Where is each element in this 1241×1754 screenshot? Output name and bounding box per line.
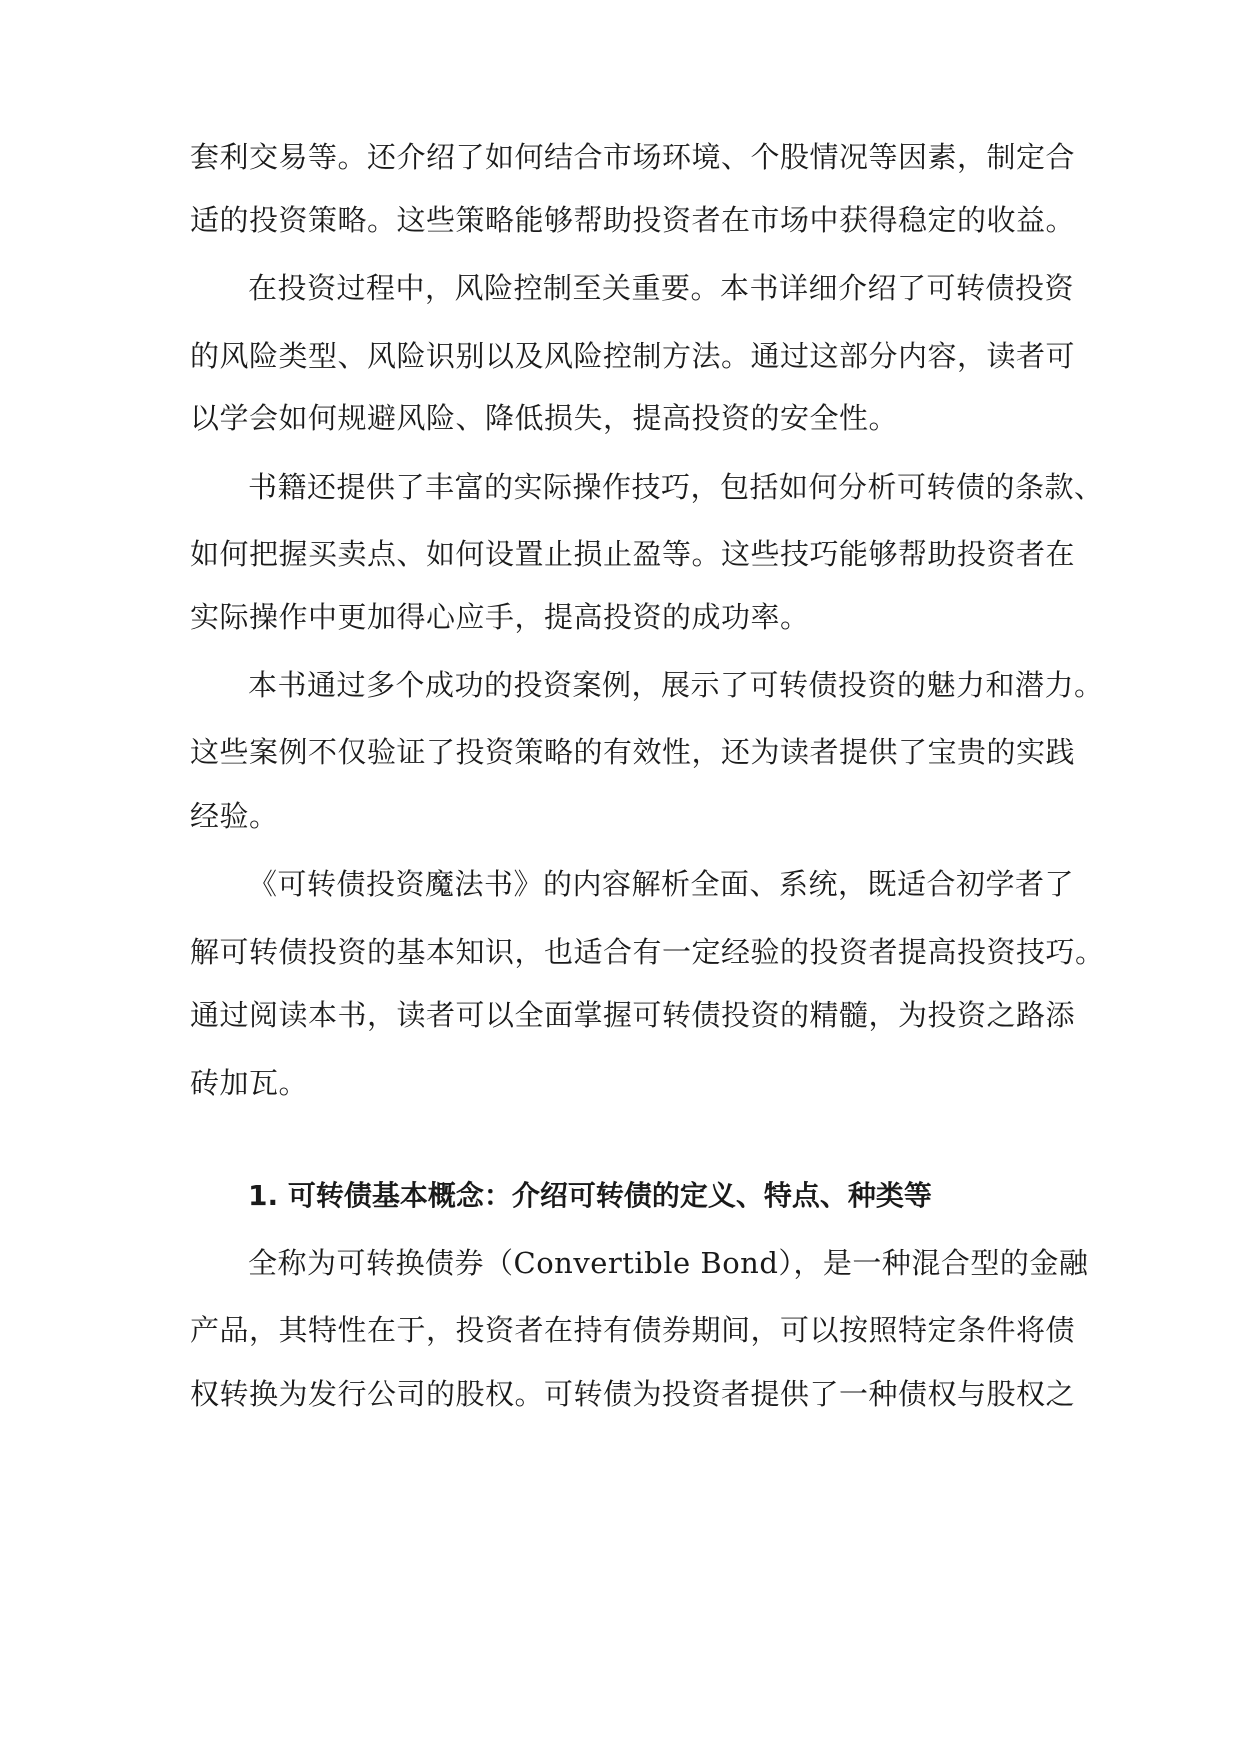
paragraph-line: 全称为可转换债券（Convertible Bond），是一种混合型的金融 bbox=[248, 1246, 1089, 1280]
paragraph-line: 套利交易等。还介绍了如何结合市场环境、个股情况等因素，制定合 bbox=[190, 140, 1076, 174]
paragraph-line: 解可转债投资的基本知识，也适合有一定经验的投资者提高投资技巧。 bbox=[190, 935, 1105, 969]
paragraph-line: 以学会如何规避风险、降低损失，提高投资的安全性。 bbox=[190, 401, 899, 435]
paragraph-line: 《可转债投资魔法书》的内容解析全面、系统，既适合初学者了 bbox=[248, 867, 1075, 901]
paragraph-line: 砖加瓦。 bbox=[190, 1066, 309, 1100]
paragraph-line: 书籍还提供了丰富的实际操作技巧，包括如何分析可转债的条款、 bbox=[248, 470, 1104, 504]
paragraph-line: 本书通过多个成功的投资案例，展示了可转债投资的魅力和潜力。 bbox=[248, 668, 1104, 702]
paragraph-line: 权转换为发行公司的股权。可转债为投资者提供了一种债权与股权之 bbox=[190, 1377, 1076, 1411]
paragraph-line: 这些案例不仅验证了投资策略的有效性，还为读者提供了宝贵的实践 bbox=[190, 735, 1076, 769]
paragraph-line: 产品，其特性在于，投资者在持有债券期间，可以按照特定条件将债 bbox=[190, 1313, 1076, 1347]
paragraph-line: 经验。 bbox=[190, 799, 279, 833]
paragraph-line: 在投资过程中，风险控制至关重要。本书详细介绍了可转债投资 bbox=[248, 271, 1075, 305]
paragraph-line: 通过阅读本书，读者可以全面掌握可转债投资的精髓，为投资之路添 bbox=[190, 998, 1076, 1032]
section-heading: 1. 可转债基本概念：介绍可转债的定义、特点、种类等 bbox=[248, 1179, 932, 1212]
paragraph-line: 的风险类型、风险识别以及风险控制方法。通过这部分内容，读者可 bbox=[190, 339, 1076, 373]
paragraph-line: 适的投资策略。这些策略能够帮助投资者在市场中获得稳定的收益。 bbox=[190, 203, 1076, 237]
paragraph-line: 如何把握买卖点、如何设置止损止盈等。这些技巧能够帮助投资者在 bbox=[190, 537, 1076, 571]
paragraph-line: 实际操作中更加得心应手，提高投资的成功率。 bbox=[190, 600, 810, 634]
